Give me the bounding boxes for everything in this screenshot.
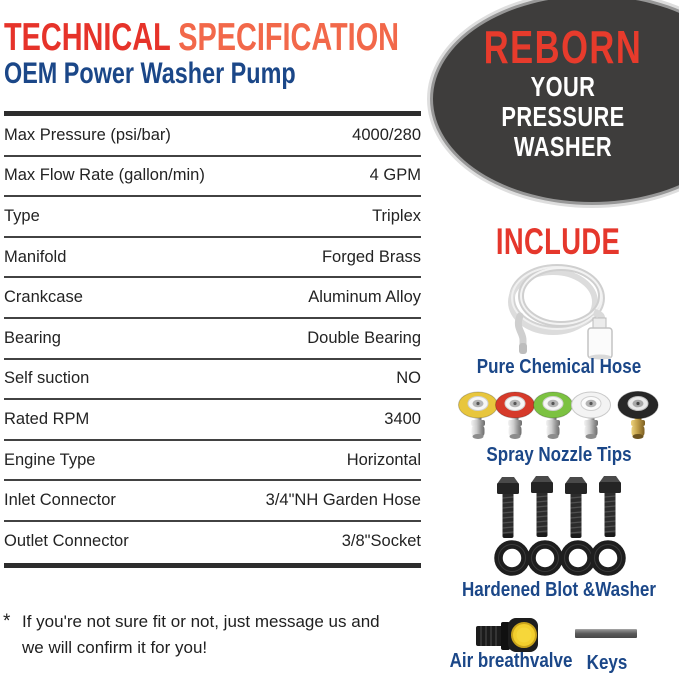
table-bottom-rule <box>4 563 421 568</box>
washer <box>532 545 559 572</box>
spec-label: Crankcase <box>4 288 83 307</box>
bolt <box>565 477 587 538</box>
page-title-word-technical: TECHNICAL <box>4 16 171 59</box>
spec-label: Max Flow Rate (gallon/min) <box>4 166 205 185</box>
nozzle-green <box>534 392 573 439</box>
washer <box>565 545 592 572</box>
spec-label: Outlet Connector <box>4 531 129 550</box>
include-item-label-valve: Air breathvalve <box>449 650 573 672</box>
table-row <box>4 360 421 401</box>
table-row <box>4 157 421 198</box>
badge-subtitle-line: PRESSURE <box>501 101 625 132</box>
include-heading: INCLUDE <box>495 221 621 262</box>
washer <box>595 545 622 572</box>
include-item-label-bolts: Hardened Blot &Washer <box>462 579 656 601</box>
spec-value: 4 GPM <box>369 166 421 185</box>
bolts-washers-image <box>488 476 632 581</box>
table-row <box>4 441 421 482</box>
nozzle-yellow <box>459 392 498 439</box>
nozzle-black <box>618 392 658 440</box>
footnote-line-1: If you're not sure fit or not, just message us and <box>22 612 380 631</box>
spec-label: Type <box>4 206 40 225</box>
table-row <box>4 522 421 561</box>
spec-label: Rated RPM <box>4 409 90 428</box>
page-subtitle: OEM Power Washer Pump <box>4 57 296 90</box>
spec-value: Aluminum Alloy <box>308 288 421 307</box>
chemical-hose-icon <box>493 256 633 360</box>
badge-title: REBORN <box>483 21 643 73</box>
spec-value: 3/8"Socket <box>341 531 421 550</box>
table-row <box>4 400 421 441</box>
bolt <box>531 476 553 537</box>
footnote-asterisk: * <box>3 611 11 632</box>
spec-value: Horizontal <box>346 450 421 469</box>
page-title <box>4 16 399 60</box>
badge-subtitle-line: YOUR <box>530 71 596 102</box>
table-row <box>4 319 421 360</box>
spec-value: 3400 <box>384 409 421 428</box>
spec-value: Double Bearing <box>307 328 421 347</box>
bolt <box>497 477 519 538</box>
spec-label: Max Pressure (psi/bar) <box>4 125 171 144</box>
footnote-text <box>22 609 433 661</box>
nozzle-red <box>496 392 535 439</box>
spec-label: Engine Type <box>4 450 96 469</box>
table-row <box>4 197 421 238</box>
key-bar-image <box>575 629 637 638</box>
include-item-label-keys: Keys <box>586 652 628 674</box>
washer <box>499 545 526 572</box>
spec-value: 4000/280 <box>352 125 421 144</box>
footnote-line-2: we will confirm it for you! <box>22 638 208 657</box>
include-item-label-hose: Pure Chemical Hose <box>476 356 642 378</box>
footnote <box>3 609 433 661</box>
spec-label: Self suction <box>4 369 90 388</box>
spec-label: Manifold <box>4 247 67 266</box>
badge-subtitle-line: WASHER <box>513 131 613 162</box>
table-row <box>4 278 421 319</box>
table-row <box>4 238 421 279</box>
bolt <box>599 476 621 537</box>
spray-nozzle-tips-icon <box>450 390 670 442</box>
spec-value: NO <box>396 369 421 388</box>
badge-text <box>447 22 679 162</box>
bolts-washers-icon <box>488 476 632 576</box>
spec-table <box>4 116 421 561</box>
spec-value: Triplex <box>372 206 421 225</box>
chemical-hose-image <box>493 256 633 365</box>
spec-label: Inlet Connector <box>4 491 116 510</box>
spec-label: Bearing <box>4 328 61 347</box>
table-row <box>4 116 421 157</box>
spec-value: 3/4"NH Garden Hose <box>265 491 421 510</box>
spray-nozzle-tips-image <box>450 390 670 447</box>
table-row <box>4 481 421 522</box>
spec-value: Forged Brass <box>321 247 421 266</box>
nozzle-white <box>572 392 611 439</box>
include-item-label-nozzles: Spray Nozzle Tips <box>486 444 632 466</box>
page-title-word-specification: SPECIFICATION <box>178 16 399 59</box>
